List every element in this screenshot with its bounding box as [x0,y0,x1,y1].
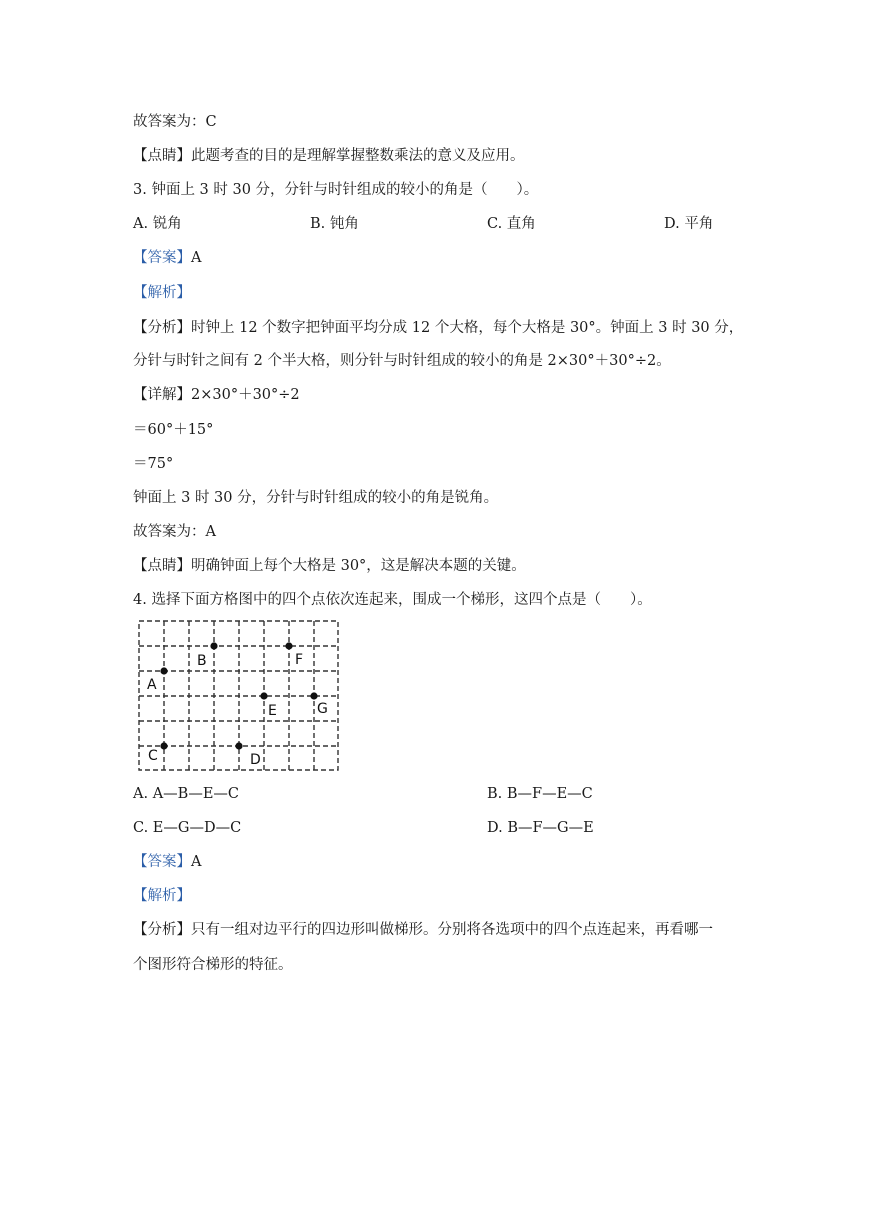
point-c [160,742,167,749]
answer-value: A [191,250,202,266]
grid-point-labels [147,652,328,768]
q4-option-d: D. B—F—G—E [487,820,594,836]
fenxi-tag: 【分析】 [133,320,191,336]
q3-option-b: B. 钝角 [310,216,359,232]
label-c: C [148,748,158,764]
q4-option-a: A. A—B—E—C [133,786,239,802]
label-e: E [268,703,277,719]
comment-text: 明确钟面上每个大格是 30°，这是解决本题的关键。 [191,558,526,574]
q4-stem: 4. 选择下面方格图中的四个点依次连起来，围成一个梯形，这四个点是（ ）。 [133,592,652,608]
label-f: F [295,652,304,668]
comment-tag: 【点睛】 [133,148,191,164]
q3-conclusion: 钟面上 3 时 30 分，分针与时针组成的较小的角是锐角。 [133,490,499,506]
answer-value: A [191,854,202,870]
q3-detail-line2: ＝60°＋15° [133,422,214,438]
label-a: A [147,677,157,693]
detail-tag: 【详解】 [133,387,191,403]
square-grid-figure [138,620,340,772]
q3-detail-line1 [133,385,300,405]
q3-comment [133,556,526,576]
label-b: B [197,653,207,669]
point-f [285,642,292,649]
comment-tag: 【点睛】 [133,558,191,574]
point-b [210,642,217,649]
answer-tag: 【答案】 [133,250,191,266]
q3-option-c: C. 直角 [487,216,536,232]
q3-stem: 3. 钟面上 3 时 30 分，分针与时针组成的较小的角是（ ）。 [133,182,539,198]
fenxi-tag: 【分析】 [133,922,191,938]
q4-answer [133,852,201,872]
answer-tag: 【答案】 [133,854,191,870]
q3-fenxi-line2: 分针与时针之间有 2 个半大格，则分针与时针组成的较小的角是 2×30°＋30°÷2。 [133,353,671,369]
q3-option-d: D. 平角 [664,216,714,232]
q2-answer-line: 故答案为：C [133,114,217,130]
q3-option-a: A. 锐角 [133,216,182,232]
fenxi-text: 只有一组对边平行的四边形叫做梯形。分别将各选项中的四个点连起来，再看哪一 [191,922,713,938]
q4-option-b: B. B—F—E—C [487,786,593,802]
q4-option-c: C. E—G—D—C [133,820,242,836]
fenxi-text: 时钟上 12 个数字把钟面平均分成 12 个大格，每个大格是 30°。钟面上 3 时 30 分， [191,320,744,336]
q4-fenxi-line1 [133,920,713,940]
q4-analysis-tag: 【解析】 [133,888,191,904]
detail-text: 2×30°＋30°÷2 [191,387,300,403]
q3-answer [133,248,201,268]
label-d: D [250,752,261,768]
point-g [310,692,317,699]
point-e [260,692,267,699]
q4-fenxi-line2: 个图形符合梯形的特征。 [133,957,293,973]
q3-detail-line3: ＝75° [133,456,174,472]
comment-text: 此题考查的目的是理解掌握整数乘法的意义及应用。 [191,148,525,164]
q3-analysis-tag: 【解析】 [133,285,191,301]
q3-fenxi-line1 [133,318,743,338]
point-d [235,742,242,749]
q2-comment [133,146,525,166]
q3-answer-line: 故答案为：A [133,524,216,540]
point-a [160,667,167,674]
label-g: G [317,701,328,717]
